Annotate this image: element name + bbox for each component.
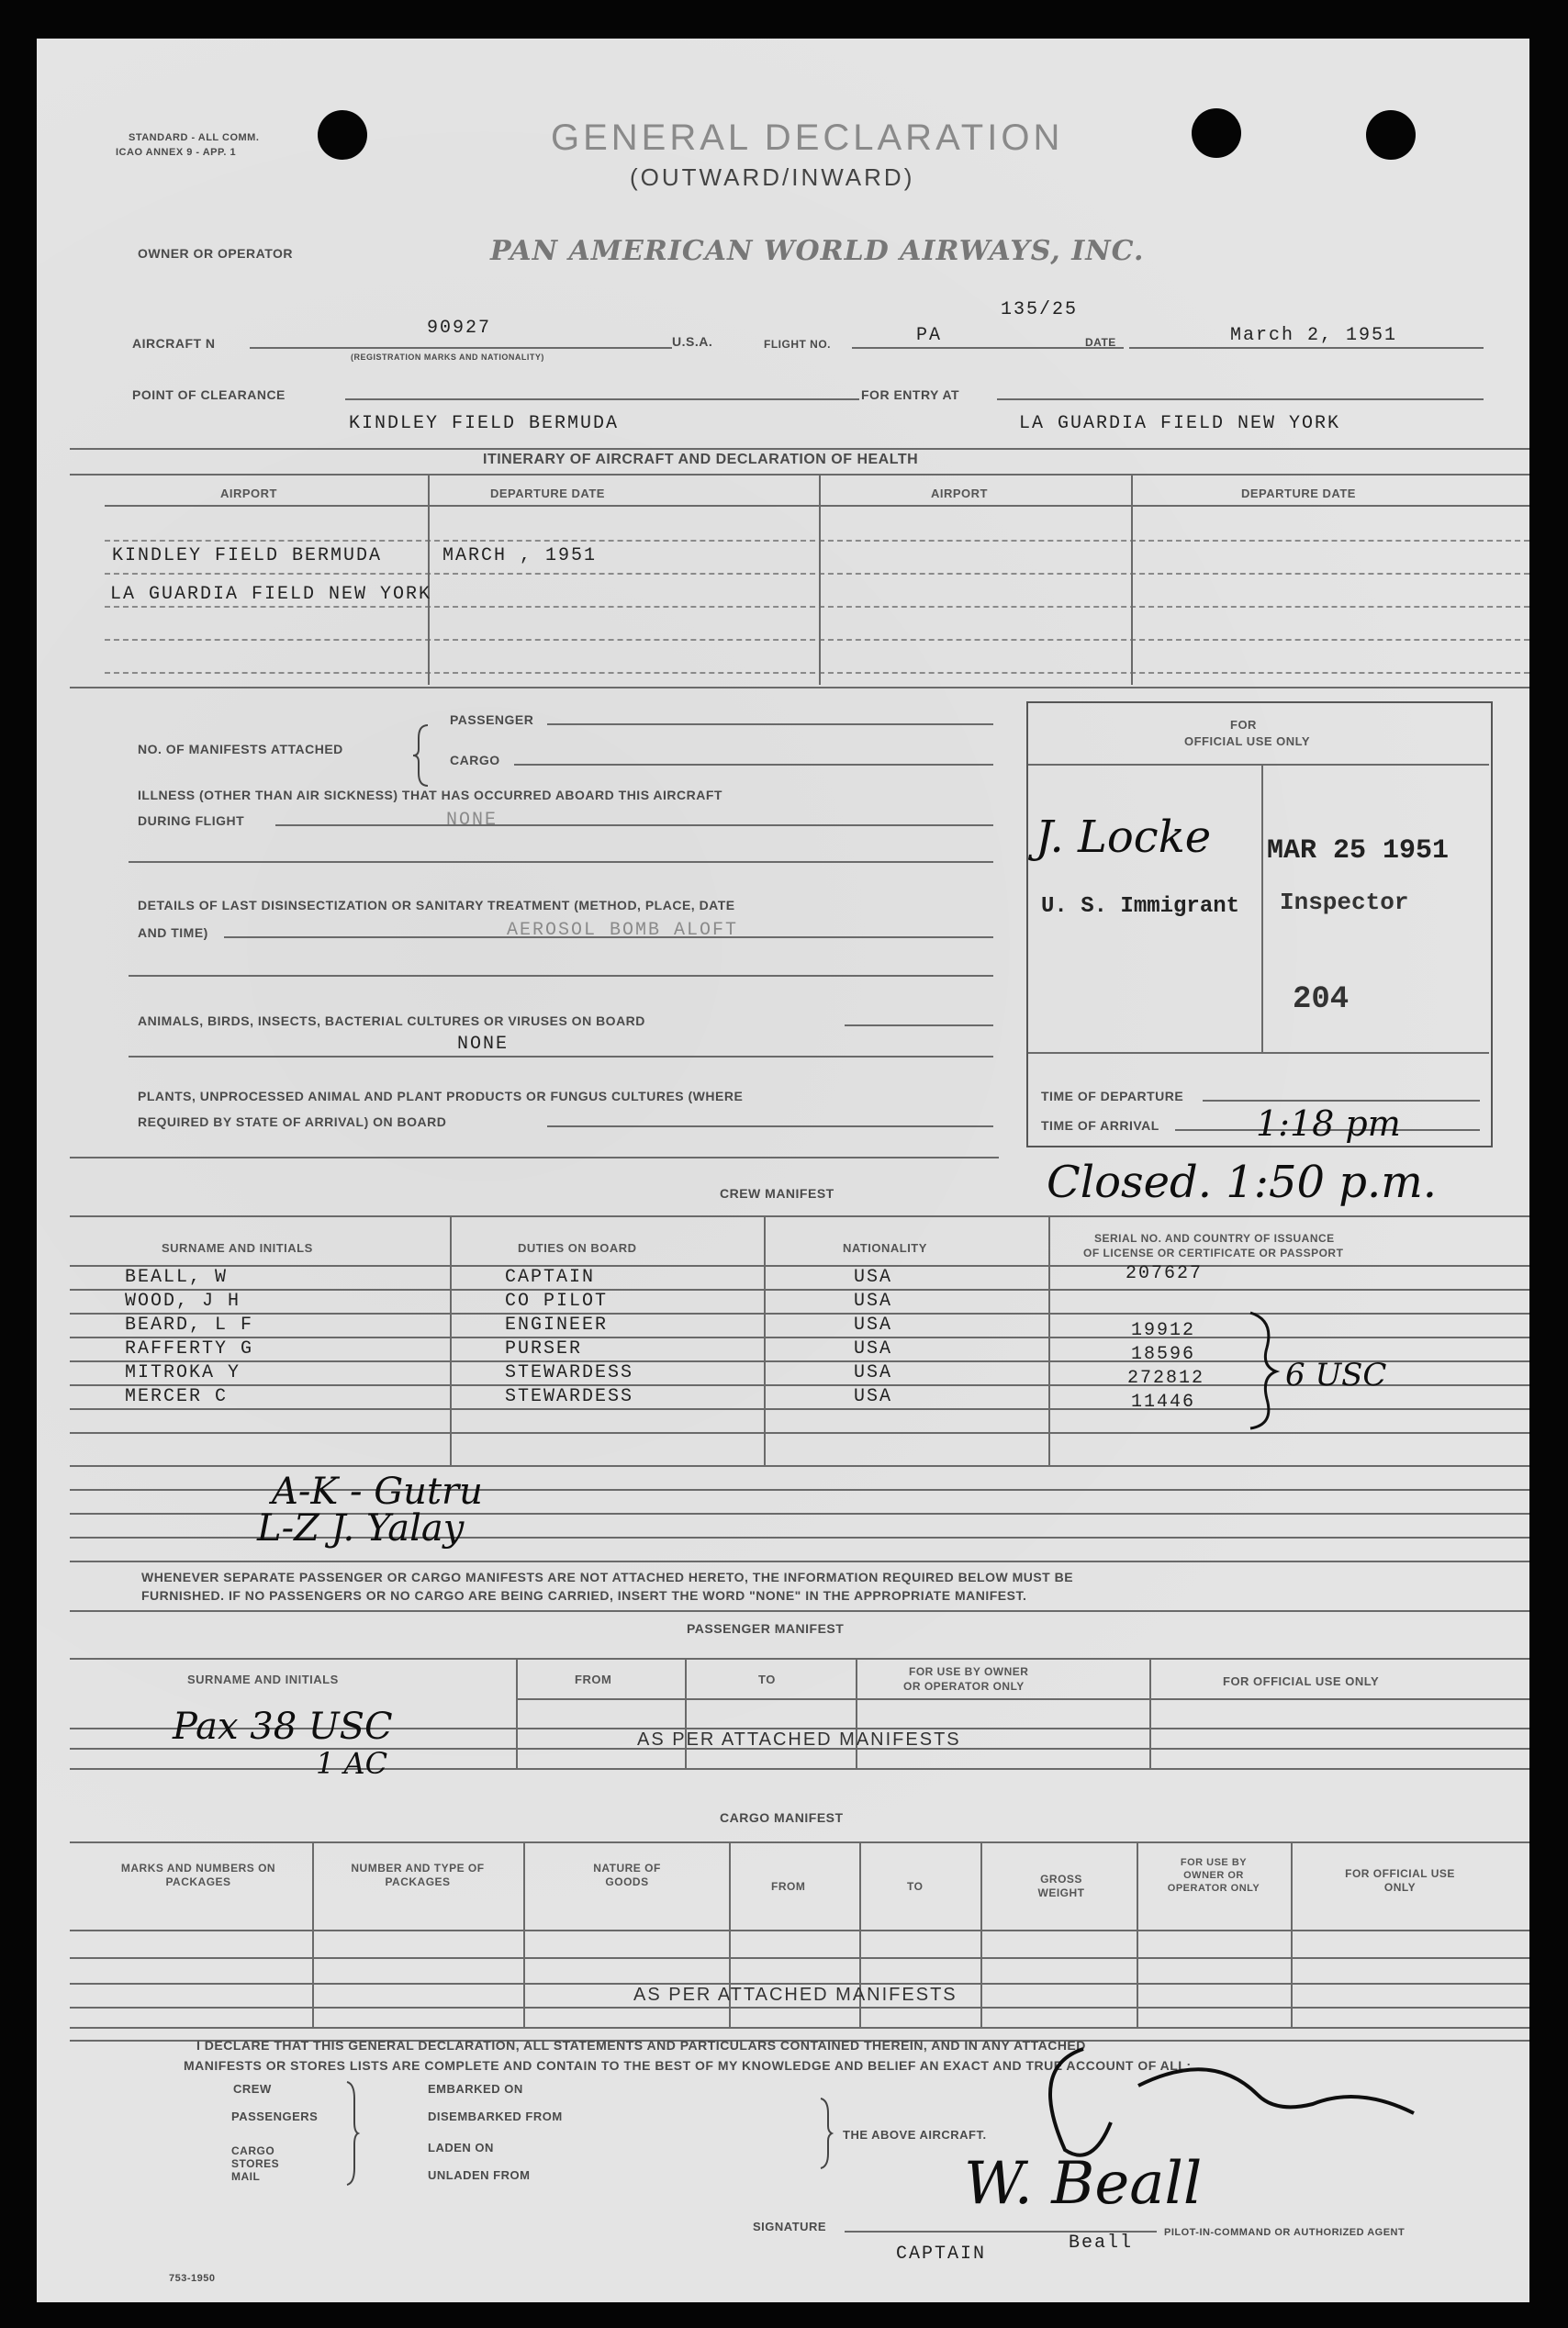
declaration-mail: MAIL	[231, 2170, 261, 2183]
crew-duty: CO PILOT	[505, 1291, 609, 1312]
crew-col-nationality: NATIONALITY	[843, 1241, 927, 1255]
signer-title: CAPTAIN	[896, 2244, 987, 2265]
cargo-col-nature: NATURE OF GOODS	[593, 1862, 661, 1888]
crew-nationality: USA	[854, 1362, 893, 1383]
declaration-line-2: MANIFESTS OR STORES LISTS ARE COMPLETE AND CONTAIN TO THE BEST OF MY KNOWLEDGE AND BELIEF AN EXACT AND TRUE ACCOUNT OF ALL:	[184, 2058, 1192, 2073]
departure-time-label: TIME OF DEPARTURE	[1041, 1089, 1184, 1103]
passenger-handwritten-ac: 1 AC	[316, 1746, 388, 1781]
passenger-col-name: SURNAME AND INITIALS	[187, 1673, 339, 1686]
declaration-form	[37, 39, 1529, 2302]
entry-value: LA GUARDIA FIELD NEW YORK	[1019, 413, 1341, 434]
illness-value: NONE	[446, 810, 498, 831]
declaration-above-aircraft: THE ABOVE AIRCRAFT.	[843, 2128, 987, 2142]
form-number: 753-1950	[169, 2273, 216, 2284]
usa-label: U.S.A.	[672, 334, 713, 349]
arrival-time-label: TIME OF ARRIVAL	[1041, 1118, 1159, 1133]
animals-label: ANIMALS, BIRDS, INSECTS, BACTERIAL CULTURES OR VIRUSES ON BOARD	[138, 1013, 645, 1028]
arrival-time-value: 1:18 pm	[1256, 1103, 1401, 1144]
crew-duty: STEWARDESS	[505, 1386, 634, 1407]
crew-duty: PURSER	[505, 1338, 583, 1360]
manifests-label: NO. OF MANIFESTS ATTACHED	[138, 742, 343, 756]
crew-name: MERCER C	[125, 1386, 229, 1407]
itinerary-col-airport: AIRPORT	[220, 487, 277, 500]
crew-name: RAFFERTY G	[125, 1338, 254, 1360]
itinerary-airport-2: LA GUARDIA FIELD NEW YORK	[110, 584, 432, 605]
passenger-as-per: AS PER ATTACHED MANIFESTS	[637, 1729, 961, 1750]
declaration-embarked: EMBARKED ON	[428, 2082, 523, 2096]
crew-bracket-note: 6 USC	[1285, 1357, 1387, 1393]
itinerary-date-1: MARCH , 1951	[442, 545, 598, 566]
cargo-manifests-label: CARGO	[450, 753, 500, 767]
passenger-manifest-title: PASSENGER MANIFEST	[687, 1621, 845, 1636]
flight-date: March 2, 1951	[1230, 325, 1398, 346]
crew-serial: 19912	[1131, 1320, 1196, 1341]
disinsection-value: AEROSOL BOMB ALOFT	[507, 920, 739, 941]
crew-duty: CAPTAIN	[505, 1267, 596, 1288]
crew-bracket-icon	[1247, 1311, 1283, 1430]
owner-value: PAN AMERICAN WORLD AIRWAYS, INC.	[490, 235, 1145, 267]
flight-prefix: PA	[916, 325, 943, 346]
inspection-stamp-date: MAR 25 1951	[1267, 835, 1450, 867]
official-use-box	[1026, 701, 1493, 1147]
illness-label-2: DURING FLIGHT	[138, 813, 245, 828]
crew-serial: 11446	[1131, 1392, 1196, 1413]
crew-nationality: USA	[854, 1338, 893, 1360]
captain-signature: W. Beall	[964, 2150, 1203, 2218]
crew-name: WOOD, J H	[125, 1291, 241, 1312]
passenger-col-official: FOR OFFICIAL USE ONLY	[1223, 1674, 1380, 1688]
declaration-unladen: UNLADEN FROM	[428, 2168, 531, 2182]
itinerary-col-departure: DEPARTURE DATE	[490, 487, 605, 500]
passenger-col-owner-2: OR OPERATOR ONLY	[903, 1680, 1025, 1693]
punch-hole	[1366, 110, 1416, 160]
notice-line-2: FURNISHED. IF NO PASSENGERS OR NO CARGO ARE BEING CARRIED, INSERT THE WORD "NONE" IN THE APPROPRIATE MANIFEST.	[141, 1588, 1027, 1603]
itinerary-airport-1: KINDLEY FIELD BERMUDA	[112, 545, 383, 566]
aircraft-label: AIRCRAFT N	[132, 336, 216, 351]
signature-flourish	[1028, 2012, 1432, 2177]
crew-duty: STEWARDESS	[505, 1362, 634, 1383]
crew-name: BEALL, W	[125, 1267, 229, 1288]
form-code: STANDARD - ALL COMM.	[129, 132, 260, 143]
crew-nationality: USA	[854, 1291, 893, 1312]
crew-serial: 207627	[1126, 1263, 1204, 1284]
crew-handwritten-line-2: L-Z J. Yalay	[257, 1507, 465, 1550]
cargo-col-marks: MARKS AND NUMBERS ON PACKAGES	[120, 1862, 276, 1888]
passenger-col-to: TO	[758, 1673, 776, 1686]
crew-col-serial-2: OF LICENSE OR CERTIFICATE OR PASSPORT	[1083, 1247, 1344, 1259]
crew-duty: ENGINEER	[505, 1315, 609, 1336]
inspector-title: Inspector	[1280, 889, 1409, 916]
aircraft-number: 90927	[427, 318, 492, 339]
crew-closed-note: Closed. 1:50 p.m.	[1047, 1157, 1438, 1208]
plants-label: PLANTS, UNPROCESSED ANIMAL AND PLANT PRODUCTS OR FUNGUS CULTURES (WHERE	[138, 1089, 744, 1103]
official-header: OFFICIAL USE ONLY	[1184, 734, 1311, 748]
crew-serial: 272812	[1127, 1368, 1205, 1389]
crew-col-name: SURNAME AND INITIALS	[162, 1241, 313, 1255]
inspector-role: U. S. Immigrant	[1041, 894, 1240, 919]
inspector-signature: J. Locke	[1036, 811, 1212, 863]
passenger-col-from: FROM	[575, 1673, 612, 1686]
cargo-col-to: TO	[907, 1880, 924, 1893]
form-subtitle: (OUTWARD/INWARD)	[630, 163, 915, 191]
itinerary-title: ITINERARY OF AIRCRAFT AND DECLARATION OF HEALTH	[483, 452, 919, 467]
animals-value: NONE	[457, 1034, 510, 1055]
cargo-as-per: AS PER ATTACHED MANIFESTS	[633, 1985, 958, 2005]
entry-label: FOR ENTRY AT	[861, 387, 960, 402]
signature-label: SIGNATURE	[753, 2220, 827, 2233]
cargo-col-owner: FOR USE BY OWNER OR OPERATOR ONLY	[1167, 1857, 1260, 1894]
flight-label: FLIGHT NO.	[764, 338, 831, 351]
punch-hole	[1192, 108, 1241, 158]
crew-col-serial: SERIAL NO. AND COUNTRY OF ISSUANCE	[1094, 1232, 1335, 1245]
declaration-cargo: CARGO	[231, 2144, 275, 2157]
itinerary-col-departure-2: DEPARTURE DATE	[1241, 487, 1356, 500]
clearance-label: POINT OF CLEARANCE	[132, 387, 286, 402]
crew-nationality: USA	[854, 1267, 893, 1288]
official-header-for: FOR	[1230, 718, 1257, 732]
signature-role: PILOT-IN-COMMAND OR AUTHORIZED AGENT	[1164, 2227, 1406, 2238]
cargo-col-from: FROM	[771, 1880, 806, 1893]
declaration-brace-icon	[819, 2097, 834, 2170]
illness-label: ILLNESS (OTHER THAN AIR SICKNESS) THAT HAS OCCURRED ABOARD THIS AIRCRAFT	[138, 788, 722, 802]
passenger-col-owner: FOR USE BY OWNER	[909, 1665, 1029, 1678]
crew-serial: 18596	[1131, 1344, 1196, 1365]
plants-label-2: REQUIRED BY STATE OF ARRIVAL) ON BOARD	[138, 1114, 447, 1129]
crew-nationality: USA	[854, 1386, 893, 1407]
crew-name: BEARD, L F	[125, 1315, 254, 1336]
punch-hole	[318, 110, 367, 160]
signer-name: Beall	[1069, 2233, 1134, 2254]
declaration-laden: LADEN ON	[428, 2141, 494, 2155]
declaration-stores: STORES	[231, 2157, 280, 2170]
passenger-handwritten-count: Pax 38 USC	[173, 1706, 393, 1748]
disinsection-label-2: AND TIME)	[138, 925, 208, 940]
form-code-annex: ICAO ANNEX 9 - APP. 1	[116, 147, 237, 158]
cargo-col-official: FOR OFFICIAL USE ONLY	[1345, 1867, 1455, 1894]
crew-nationality: USA	[854, 1315, 893, 1336]
crew-manifest-title: CREW MANIFEST	[720, 1186, 834, 1201]
cargo-manifest-title: CARGO MANIFEST	[720, 1810, 844, 1825]
brace-icon	[413, 723, 431, 788]
declaration-line-1: I DECLARE THAT THIS GENERAL DECLARATION, ALL STATEMENTS AND PARTICULARS CONTAINED THEREIN, AND IN ANY ATTACHED	[196, 2038, 1086, 2053]
clearance-value: KINDLEY FIELD BERMUDA	[349, 413, 620, 434]
cargo-col-weight: GROSS WEIGHT	[1037, 1873, 1085, 1899]
declaration-brace-icon	[345, 2080, 360, 2187]
registration-note: (REGISTRATION MARKS AND NATIONALITY)	[351, 353, 544, 362]
cargo-col-number: NUMBER AND TYPE OF PACKAGES	[351, 1862, 485, 1888]
declaration-disembarked: DISEMBARKED FROM	[428, 2110, 563, 2123]
flight-number: 135/25	[1001, 299, 1079, 320]
notice-line-1: WHENEVER SEPARATE PASSENGER OR CARGO MANIFESTS ARE NOT ATTACHED HERETO, THE INFORMATION REQUIRED BELOW MUST BE	[141, 1570, 1074, 1584]
declaration-crew: CREW	[233, 2082, 272, 2096]
itinerary-col-airport-2: AIRPORT	[931, 487, 988, 500]
passenger-manifests-label: PASSENGER	[450, 712, 534, 727]
inspector-number: 204	[1293, 982, 1350, 1017]
crew-col-duties: DUTIES ON BOARD	[518, 1241, 637, 1255]
date-label: DATE	[1085, 336, 1116, 349]
form-title: GENERAL DECLARATION	[551, 118, 1064, 158]
declaration-passengers: PASSENGERS	[231, 2110, 319, 2123]
crew-name: MITROKA Y	[125, 1362, 241, 1383]
owner-label: OWNER OR OPERATOR	[138, 246, 293, 261]
crew-handwritten-line-1: A-K - Gutru	[272, 1471, 483, 1513]
disinsection-label: DETAILS OF LAST DISINSECTIZATION OR SANITARY TREATMENT (METHOD, PLACE, DATE	[138, 898, 735, 912]
